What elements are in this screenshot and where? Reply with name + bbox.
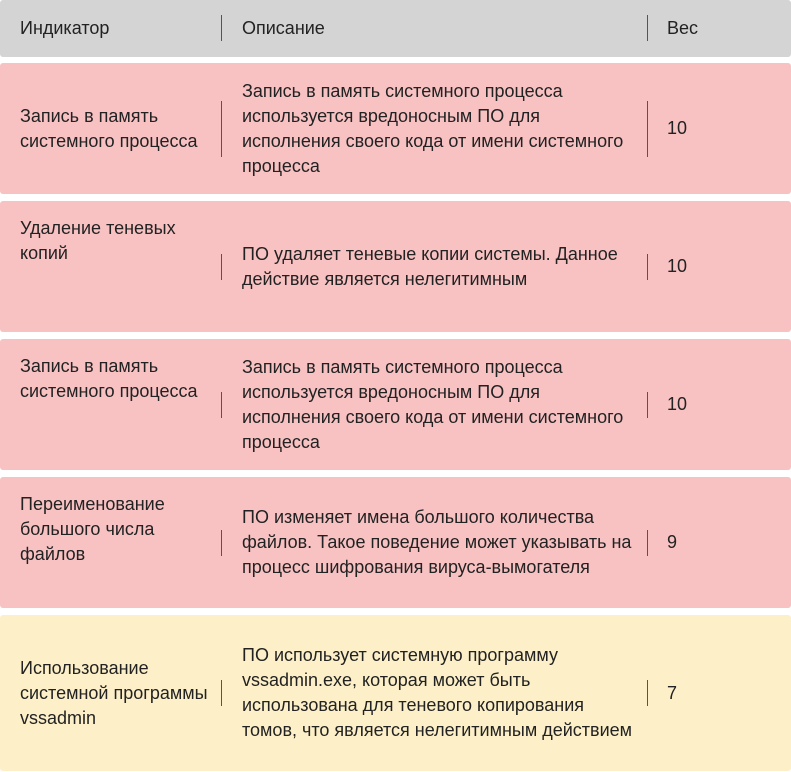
row-weight: 10: [667, 256, 688, 276]
header-weight: Вес: [667, 18, 699, 38]
row-description: Запись в память системного процесса используется вредоносным ПО для исполнения своего кода от имени системного процесса: [242, 356, 624, 452]
column-divider: [221, 680, 222, 706]
row-indicator: Переименование большого числа файлов: [20, 494, 165, 564]
column-divider: [647, 254, 648, 280]
row-description: ПО использует системную программу vssadmin.exe, которая может быть использована для теневого копирования томов, что является нелегитимным действием: [242, 645, 633, 740]
column-divider: [647, 530, 648, 556]
column-divider: [221, 15, 222, 41]
column-divider: [221, 530, 222, 556]
row-description: ПО удаляет теневые копии системы. Данное действие является нелегитимным: [242, 243, 618, 289]
column-divider: [647, 101, 648, 157]
row-indicator: Запись в память системного процесса: [20, 105, 198, 151]
row-description: Запись в память системного процесса используется вредоносным ПО для исполнения своего кода от имени системного процесса: [242, 80, 624, 176]
row-indicator: Запись в память системного процесса: [20, 356, 198, 401]
header-indicator: Индикатор: [20, 18, 110, 38]
table-row: [0, 63, 791, 194]
row-description: ПО изменяет имена большого количества файлов. Такое поведение может указывать на процесс шифрования вируса-вымогателя: [242, 507, 632, 577]
table-row: [0, 477, 791, 608]
row-weight: 7: [667, 682, 678, 703]
table-row: [0, 339, 791, 470]
column-divider: [647, 15, 648, 41]
column-divider: [221, 254, 222, 280]
row-indicator: Использование системной программы vssadmin: [20, 657, 208, 728]
header-description: Описание: [242, 18, 325, 38]
row-indicator: Удаление теневых копий: [20, 218, 176, 263]
table-header-row: [0, 0, 791, 57]
column-divider: [647, 392, 648, 418]
column-divider: [221, 392, 222, 418]
column-divider: [221, 101, 222, 157]
table-row: [0, 201, 791, 332]
row-weight: 10: [667, 118, 688, 138]
column-divider: [647, 680, 648, 706]
row-weight: 9: [667, 532, 678, 552]
table-row: [0, 615, 791, 771]
row-weight: 10: [667, 394, 688, 414]
